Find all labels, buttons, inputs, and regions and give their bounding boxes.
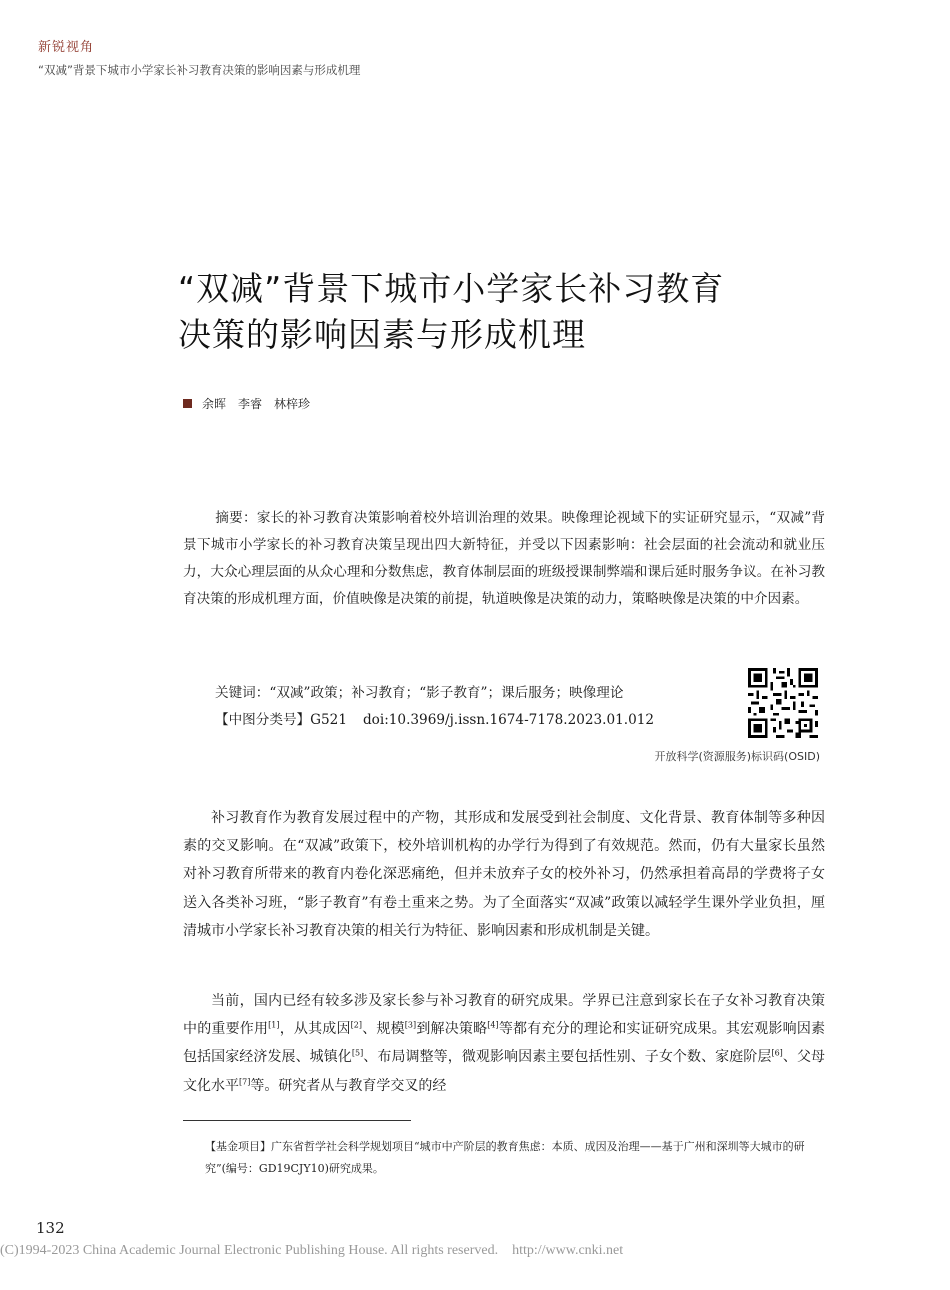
qr-code-icon[interactable] [748,668,818,738]
citation-ref[interactable]: [1] [268,1020,280,1030]
keywords-text: “双减”政策；补习教育；“影子教育”；课后服务；映像理论 [269,685,624,701]
abstract [183,505,825,613]
p2-text: 等。研究者从与教育学交叉的经 [250,1077,447,1094]
author-list [183,395,310,412]
citation-ref[interactable]: [2] [350,1020,362,1030]
author-marker-icon [183,399,192,408]
classification-line [215,707,735,734]
citation-ref[interactable]: [6] [771,1048,783,1058]
copyright-line [0,1243,950,1259]
citation-ref[interactable]: [3] [404,1020,417,1030]
p2-text: 、规模 [362,1021,405,1038]
classification-label: 【中图分类号】 [215,712,311,728]
author-3: 林梓珍 [274,397,311,411]
p2-text: 当前，国内已经有较多涉及家长参与补习教育的研究成果。学界已注意到家长在子女补习教育决策中的重要作用 [183,993,825,1038]
section-label: 新锐视角 [38,40,95,55]
running-head: “双减”背景下城市小学家长补习教育决策的影响因素与形成机理 [38,63,361,77]
p2-text: 、布局调整等，微观影响因素主要包括性别、子女个数、家庭阶层 [363,1049,772,1066]
citation-ref[interactable]: [4] [487,1020,499,1030]
abstract-label: 摘要： [215,510,257,526]
keywords-label: 关键词： [215,685,270,701]
footnote-funding [205,1136,825,1180]
body-paragraph-1: 补习教育作为教育发展过程中的产物，其形成和发展受到社会制度、文化背景、教育体制等多种因素的交叉影响。在“双减”政策下，校外培训机构的办学行为得到了有效规范。然而，仍有大量家长虽然对补习教育所带来的教育内卷化深恶痛绝，但并未放弃子女的校外补习，仍然承担着高昂的学费将子女送入各类补习班，“影子教育”有卷土重来之势。为了全面落实“双减”政策以减轻学生课外学业负担，厘清城市小学家长补习教育决策的相关行为特征、影响因素和形成机制是关键。 [183,810,825,939]
page-number: 132 [36,1219,65,1237]
article-title [178,266,818,358]
title-line-1: “双减”背景下城市小学家长补习教育 [178,269,725,308]
author-2: 李睿 [238,397,263,411]
p2-text: 到解决策略 [416,1021,488,1038]
copyright-text: (C)1994-2023 China Academic Journal Electronic Publishing House. All rights reserved. [0,1243,499,1258]
p2-text: 、父母文化水平 [183,1049,826,1094]
citation-ref[interactable]: [5] [351,1048,364,1058]
p2-text: 等都有充分的理论和实证研究成果。其宏观影响因素包括国家经济发展、城镇化 [183,1021,826,1066]
keywords [215,680,715,707]
publisher-url[interactable]: http://www.cnki.net [512,1243,624,1258]
classification-code: G521 [310,712,347,728]
footnote-text: 广东省哲学社会科学规划项目“城市中产阶层的教育焦虑：本质、成因及治理——基于广州和深圳等大城市的研究”(编号：GD19CJY10)研究成果。 [205,1140,805,1175]
title-line-2: 决策的影响因素与形成机理 [178,315,586,354]
body-paragraph-2 [183,987,825,1100]
footnote-label: 【基金项目】 [205,1140,271,1153]
osid-caption: 开放科学(资源服务)标识码(OSID) [654,750,820,763]
p2-text: ，从其成因 [279,1021,351,1038]
author-1: 余晖 [202,397,227,411]
footnote-divider [183,1120,411,1121]
doi[interactable]: doi:10.3969/j.issn.1674-7178.2023.01.012 [362,712,655,728]
abstract-text: 家长的补习教育决策影响着校外培训治理的效果。映像理论视域下的实证研究显示，“双减”背景下城市小学家长的补习教育决策呈现出四大新特征，并受以下因素影响：社会层面的社会流动和就业压力，大众心理层面的从众心理和分数焦虑，教育体制层面的班级授课制弊端和课后延时服务争议。在补习教育决策的形成机理方面，价值映像是决策的前提，轨道映像是决策的动力，策略映像是决策的中介因素。 [183,510,825,607]
citation-ref[interactable]: [7] [239,1076,251,1086]
